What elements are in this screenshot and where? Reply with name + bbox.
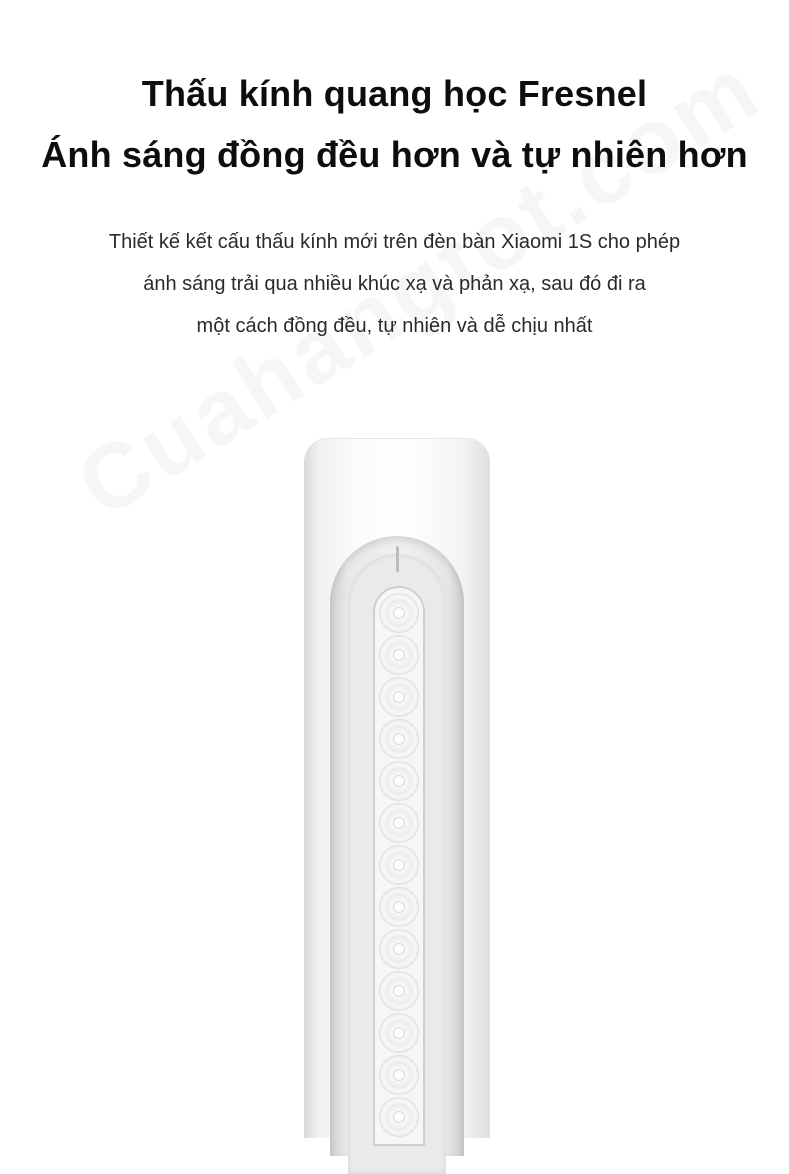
lamp-notch	[396, 546, 399, 572]
lens-element	[380, 594, 418, 632]
description-line-3: một cách đồng đều, tự nhiên và dễ chịu nhất	[196, 315, 593, 337]
lens-element	[380, 1098, 418, 1136]
lens-element	[380, 636, 418, 674]
lens-element	[380, 678, 418, 716]
lens-element	[380, 972, 418, 1010]
lens-element	[380, 930, 418, 968]
lens-element	[380, 1014, 418, 1052]
description-line-2: ánh sáng trải qua nhiều khúc xạ và phản xạ, sau đó đi ra	[143, 273, 646, 295]
headline-line-2: Ánh sáng đồng đều hơn và tự nhiên hơn	[41, 134, 748, 175]
lens-element	[380, 888, 418, 926]
lens-element	[380, 720, 418, 758]
description-line-1: Thiết kế kết cấu thấu kính mới trên đèn bàn Xiaomi 1S cho phép	[108, 231, 681, 253]
lens-element	[380, 804, 418, 842]
fresnel-lens-strip	[373, 586, 425, 1146]
headline-line-1: Thấu kính quang học Fresnel	[141, 73, 648, 114]
lamp-head-image	[304, 438, 490, 1138]
lens-element	[380, 846, 418, 884]
lens-element	[380, 1056, 418, 1094]
lens-element	[380, 762, 418, 800]
